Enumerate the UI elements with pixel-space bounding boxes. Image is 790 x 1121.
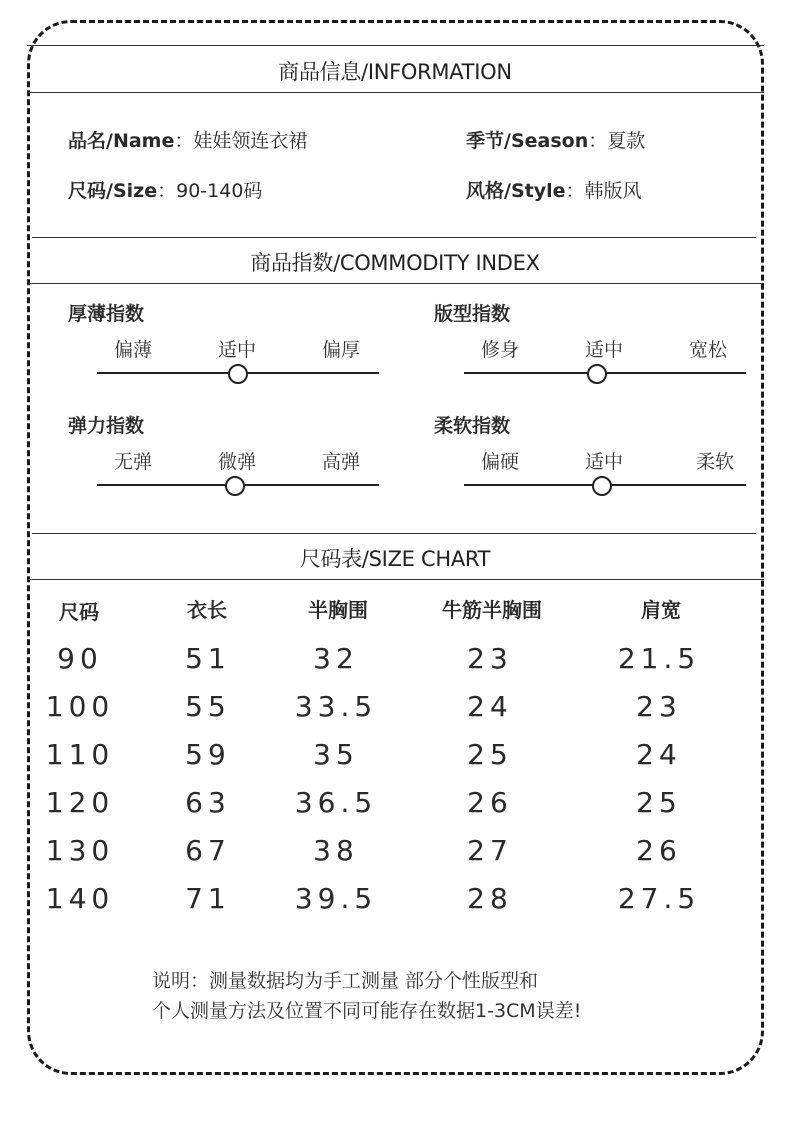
note-line-2: 个人测量方法及位置不同可能存在数据1-3CM误差! — [152, 1000, 582, 1022]
index-label-mid: 适中 — [217, 339, 257, 361]
table-cell: 23 — [636, 690, 682, 723]
table-cell: 27.5 — [617, 882, 701, 915]
separator: ： — [157, 180, 177, 202]
table-cell: 120 — [45, 786, 115, 819]
table-cell: 90 — [57, 642, 103, 675]
table-cell: 26 — [636, 834, 682, 867]
table-cell: 24 — [467, 690, 513, 723]
table-cell: 27 — [467, 834, 513, 867]
index-label-low: 无弹 — [113, 451, 153, 473]
index-title: 柔软指数 — [434, 415, 511, 437]
divider — [27, 283, 764, 284]
season-info — [466, 126, 645, 153]
size-value: 90-140码 — [176, 180, 263, 202]
table-cell: 25 — [467, 738, 513, 771]
divider — [27, 45, 764, 46]
style-label: 风格/Style — [466, 180, 566, 202]
index-label-high: 柔软 — [695, 451, 735, 473]
table-cell: 110 — [45, 738, 115, 771]
name-label: 品名/Name — [68, 130, 175, 152]
table-cell: 59 — [185, 738, 231, 771]
season-label: 季节/Season — [466, 130, 589, 152]
table-cell: 33.5 — [294, 690, 378, 723]
table-cell: 140 — [45, 882, 115, 915]
table-header: 尺码 — [59, 600, 99, 624]
size-label: 尺码/Size — [68, 180, 158, 202]
separator: ： — [588, 130, 608, 152]
divider — [27, 579, 764, 580]
index-label-low: 偏硬 — [480, 451, 520, 473]
table-header: 牛筋半胸围 — [442, 598, 542, 622]
divider — [32, 237, 756, 238]
table-header: 半胸围 — [308, 598, 368, 622]
table-cell: 24 — [636, 738, 682, 771]
index-title: 厚薄指数 — [68, 303, 145, 325]
index-label-mid: 适中 — [584, 339, 624, 361]
index-label-high: 宽松 — [688, 339, 728, 361]
table-cell: 36.5 — [294, 786, 378, 819]
table-cell: 26 — [467, 786, 513, 819]
season-value: 夏款 — [607, 130, 646, 152]
table-header: 衣长 — [187, 598, 227, 622]
index-knob — [228, 364, 248, 384]
index-title: 弹力指数 — [68, 415, 145, 437]
table-header: 肩宽 — [641, 598, 681, 622]
index-label-low: 修身 — [480, 339, 520, 361]
style-info — [466, 176, 642, 203]
divider — [32, 533, 756, 534]
table-cell: 130 — [45, 834, 115, 867]
table-cell: 71 — [185, 882, 231, 915]
separator: ： — [174, 130, 194, 152]
index-knob — [587, 364, 607, 384]
table-cell: 55 — [185, 690, 231, 723]
index-label-high: 高弹 — [321, 451, 361, 473]
information-title: 商品信息/INFORMATION — [278, 60, 512, 84]
style-value: 韩版风 — [584, 180, 642, 202]
size-chart-title: 尺码表/SIZE CHART — [299, 547, 491, 571]
index-label-low: 偏薄 — [113, 339, 153, 361]
table-cell: 39.5 — [294, 882, 378, 915]
index-knob — [225, 476, 245, 496]
name-info — [68, 126, 307, 153]
name-value: 娃娃领连衣裙 — [193, 130, 308, 152]
table-cell: 23 — [467, 642, 513, 675]
commodity-index-title: 商品指数/COMMODITY INDEX — [250, 251, 540, 275]
index-label-high: 偏厚 — [321, 339, 361, 361]
table-cell: 38 — [313, 834, 359, 867]
note-line-1: 说明：测量数据均为手工测量 部分个性版型和 — [152, 970, 539, 992]
size-info — [68, 176, 262, 203]
index-label-mid: 微弹 — [217, 451, 257, 473]
separator: ： — [565, 180, 585, 202]
table-cell: 63 — [185, 786, 231, 819]
index-label-mid: 适中 — [584, 451, 624, 473]
table-cell: 32 — [313, 642, 359, 675]
table-cell: 100 — [45, 690, 115, 723]
divider — [27, 92, 764, 93]
index-knob — [592, 476, 612, 496]
table-cell: 51 — [185, 642, 231, 675]
index-title: 版型指数 — [434, 303, 511, 325]
table-cell: 25 — [636, 786, 682, 819]
table-cell: 28 — [467, 882, 513, 915]
table-cell: 21.5 — [617, 642, 701, 675]
table-cell: 35 — [313, 738, 359, 771]
table-cell: 67 — [185, 834, 231, 867]
